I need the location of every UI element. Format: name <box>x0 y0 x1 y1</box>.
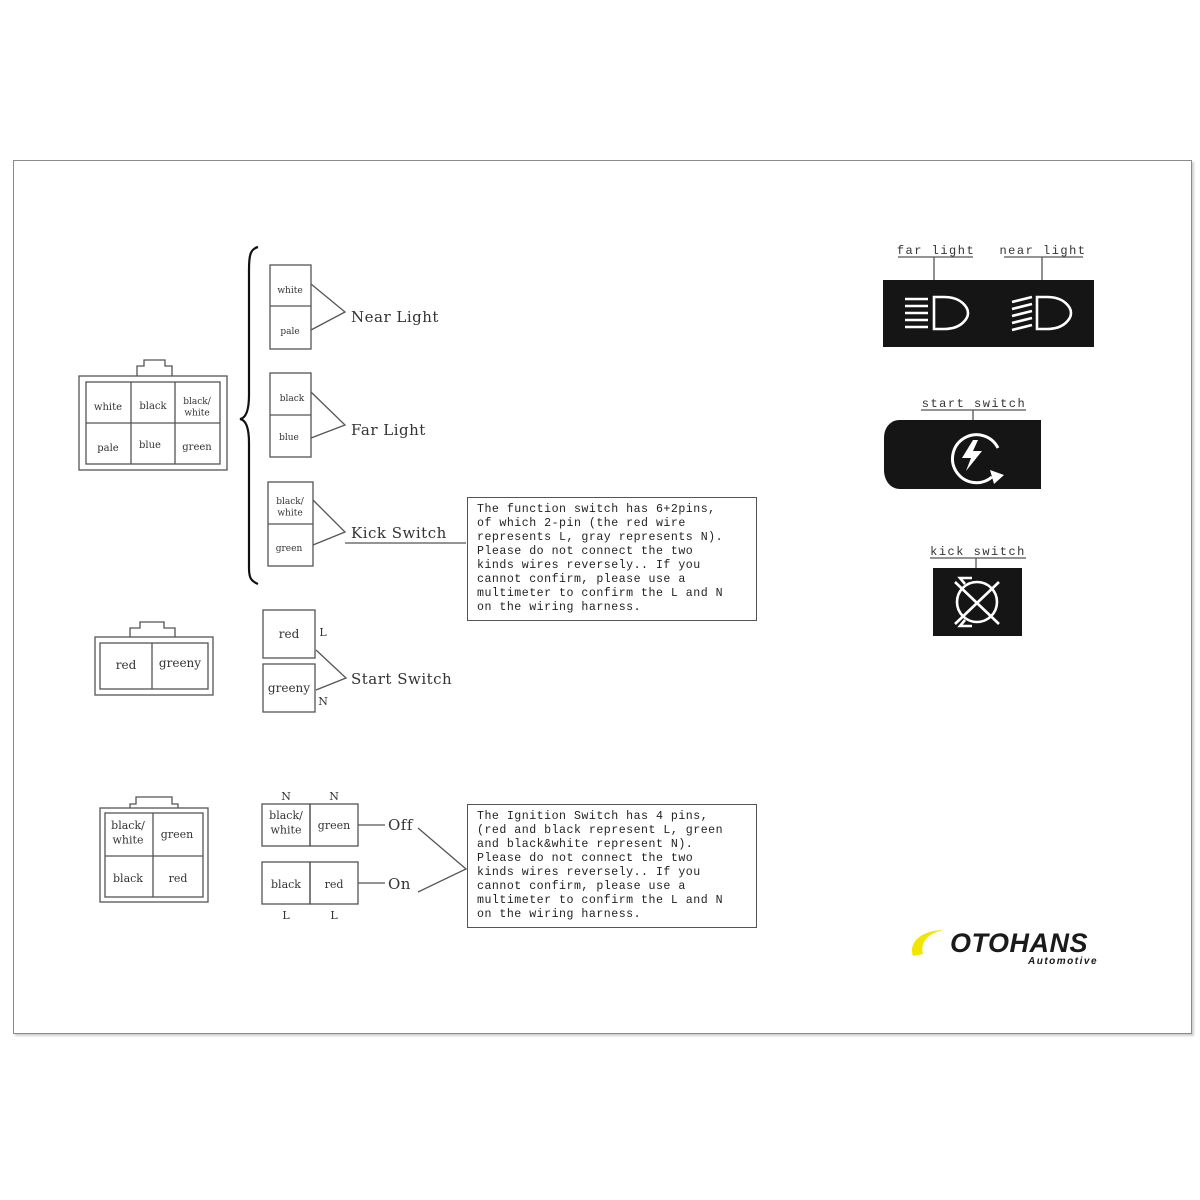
ignition-off-pin <box>269 809 303 836</box>
ignition-on-pin: red <box>324 878 344 891</box>
two-pin-label: red <box>115 658 137 672</box>
six-pin-label: blue <box>139 440 161 451</box>
far-light-label: Far Light <box>351 421 426 439</box>
label-line: black/ <box>111 819 145 832</box>
brand-logo <box>904 918 1134 978</box>
ignition-off-pin: green <box>317 819 351 832</box>
kick-switch-panel <box>933 568 1022 636</box>
polarity-mark: L <box>319 626 327 639</box>
ignition-on-pin: black <box>271 878 301 891</box>
brand-subtitle: Automotive <box>1028 956 1098 967</box>
kick-switch-label: Kick Switch <box>351 524 447 542</box>
six-pin-label: green <box>182 442 212 453</box>
ignition-switch-note: The Ignition Switch has 4 pins, (red and black represent L, green and black&white represent N). Please do not connect the two kinds wires reversely.. If you cannot confirm, please use a multimeter to confirm the L and N on the wiring harness. <box>467 804 757 928</box>
light-symbol-panel <box>883 280 1094 347</box>
ignition-on-label: On <box>388 875 411 893</box>
start-switch-pin: greeny <box>267 681 311 695</box>
kick-switch-pin <box>276 497 304 519</box>
label-line: black/ <box>276 497 304 507</box>
far-light-pin: blue <box>279 433 299 443</box>
label-line: black/ <box>269 809 303 822</box>
four-pin-label: black <box>113 872 143 885</box>
ignition-off-label: Off <box>388 816 413 834</box>
label-line: black/ <box>183 397 211 407</box>
six-pin-label: black <box>139 401 167 412</box>
polarity-mark: N <box>329 790 339 803</box>
four-pin-connector <box>100 797 208 902</box>
start-switch-pin: red <box>278 627 300 641</box>
start-switch-panel <box>884 420 1041 489</box>
brand-name: OTOHANS <box>950 928 1089 958</box>
near-light-pin: pale <box>280 327 300 337</box>
kick-switch-pin: green <box>275 544 303 554</box>
near-light-pin: white <box>277 286 303 296</box>
four-pin-label <box>111 819 145 846</box>
polarity-mark: L <box>282 909 290 922</box>
polarity-mark: N <box>281 790 291 803</box>
polarity-mark: L <box>330 909 338 922</box>
four-pin-label: red <box>168 872 188 885</box>
label-line: white <box>184 408 210 419</box>
polarity-mark: N <box>318 695 328 708</box>
label-line: white <box>112 833 144 847</box>
function-switch-note: The function switch has 6+2pins, of which 2-pin (the red wire represents L, gray represents N). Please do not connect the two kinds wires reversely.. If you cannot confirm, please use a multimeter to confirm the L and N on the wiring harness. <box>467 497 757 621</box>
label-line: white <box>270 823 302 837</box>
four-pin-label: green <box>160 828 194 841</box>
near-light-caption: near light <box>999 244 1087 258</box>
two-pin-label: greeny <box>158 656 202 670</box>
kick-switch-caption: kick switch <box>930 545 1026 559</box>
label-line: white <box>277 508 303 519</box>
start-switch-label: Start Switch <box>351 670 453 688</box>
far-light-pin: black <box>279 394 305 404</box>
near-light-label: Near Light <box>351 308 439 326</box>
six-pin-label: pale <box>97 443 119 454</box>
six-pin-label <box>183 397 211 419</box>
far-light-caption: far light <box>896 244 976 258</box>
group-brace <box>240 247 258 584</box>
start-switch-caption: start switch <box>921 397 1027 411</box>
six-pin-label: white <box>93 402 123 413</box>
